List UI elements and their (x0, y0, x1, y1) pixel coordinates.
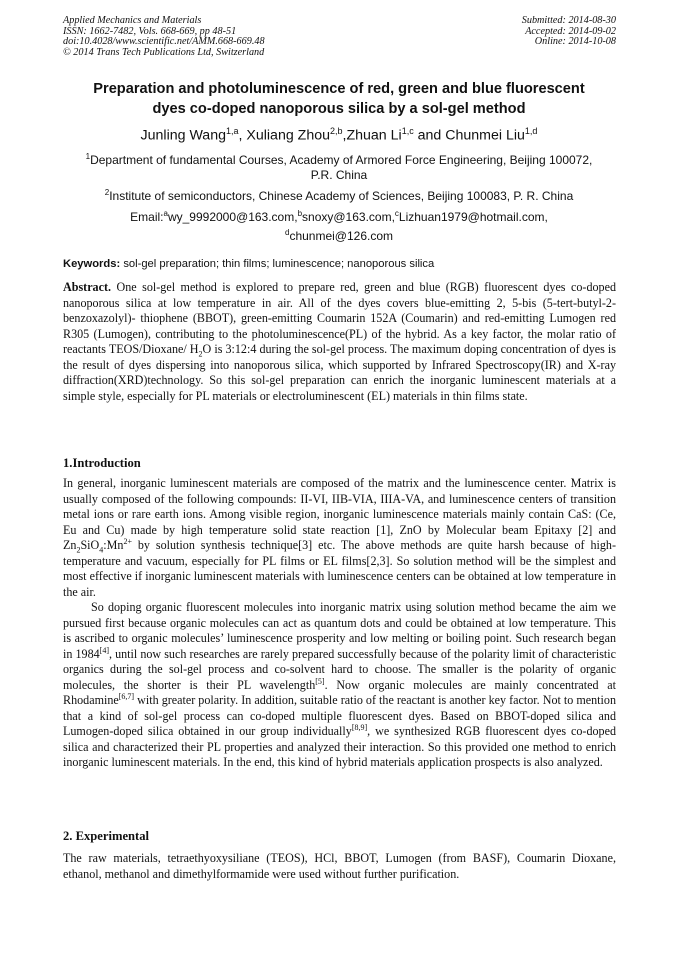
affiliation-2: $^2$Institute of semiconductors, Chinese Academy of Sciences, Beijing 100083, P. R. China (104, 188, 574, 203)
copyright: © 2014 Trans Tech Publications Ltd, Switzerland (63, 46, 265, 58)
email-block: Email:$^a$wy_9992000@163.com,$^b$snoxy@163.com,$^c$Lizhuan1979@hotmail.com, $^d$chunmei@126.com (130, 209, 548, 243)
email-link[interactable]: snoxy@163.com, (302, 210, 395, 224)
author-affiliation-mark: 1,a (225, 126, 239, 136)
email-link[interactable]: wy_9992000@163.com, (167, 210, 298, 224)
journal-name: Applied Mechanics and Materials (63, 15, 202, 26)
email-link[interactable]: chunmei@126.com (289, 229, 394, 243)
author-affiliation-mark: 1,d (524, 126, 538, 136)
abstract: Abstract. One sol-gel method is explored to prepare red, green and blue (RGB) fluorescent dyes co-doped nanoporous silica at low temperature in air. All of the dyes covers blue-emitting 2, 5-bis (5-tert-butyl-2-benzoxazolyl)- thiophene (BBOT), green-emitting Coumarin 152A (Coumarin) and red-emitting Lumogen red R305 (Lumogen), contributing to the photoluminescence(PL) of the hybrid. As a key factor, the molar ratio of reactants TEOS/Dioxane/ $H_2O$ is 3:12:4 during the sol-gel process. The maximum doping concentration of dyes is the result of dyes dispersing into nanoporous silica, which supported by Infrared Spectroscopy(IR) and X-ray diffraction(XRD)technology. So this sol-gel preparation can enrich the inorganic luminescent materials at a simple style, especially for PL materials or electroluminescent (EL) materials in thin films state. (63, 280, 616, 403)
paragraph: In general, inorganic luminescent materials are composed of the matrix and the luminescence center. Matrix is usually composed of the following compounds: II-VI, IIB-VIA, IIIA-VA, and luminescence centers of transition metal ions or rare earth ions. Among visible region, inorganic luminescence materials mainly contain CaS: (Ce, Eu and Cu) made by high temperature solid state reaction [1], ZnO by Molecular beam Epitaxy [2] and $Zn_2SiO_4:Mn^{2+}$ by solution synthesis technique[3] etc. The above methods are quite harsh because of high-temperature and vacuum, especially for PL films or EL films[2,3]. So solution method will be the simplest and most effective if inorganic luminescent materials with luminescence centers can be obtained at low temperature in the air. (63, 476, 616, 599)
section-heading-introduction: 1.Introduction (63, 456, 141, 470)
doi: doi:10.4028/www.scientific.net/AMM.668-669.48 (63, 36, 265, 48)
author-name: Chunmei Liu (445, 127, 525, 144)
submitted-date: Submitted: 2014-08-30 (521, 15, 616, 26)
affiliation-1-line-1: Department of fundamental Courses, Academy of Armored Force Engineering, Beijing 100072, (90, 153, 593, 167)
paragraph: So doping organic fluorescent molecules into inorganic matrix using solution method became the aim we pursued first because organic molecules can act as quantum dots and could be obtained at low temperature. This is ascribed to organic molecules’ luminescence prosperity and low melting or boiling point. Such research began in 1984[4], until now such researches are rarely prepared successfully because of the polarity limit of characteristic organics during the sol-gel process and co-solvent hard to choose. The smaller is the polarity of organic molecules, the shorter is their PL wavelength[5]. Now organic molecules are mainly concentrated at Rhodamine[6,7] with greater polarity. In addition, suitable ratio of the reactant is another key factor. Not to mention that a kind of sol-gel process can co-doped multiple fluorescent dyes. Based on BBOT-doped silica and Lumogen-doped silica obtained in our group individually[8,9], we synthesized RGB fluorescent dyes co-doped silica and characterized their PL properties and analyzed their interaction. So this provided one method to enrich inorganic luminescent materials. In the end, this kind of hybrid materials application prospects is also analyzed. (63, 600, 616, 769)
section-heading-experimental: 2. Experimental (63, 829, 150, 843)
keywords-line (63, 258, 434, 270)
title-line-2: dyes co-doped nanoporous silica by a sol-gel method (152, 101, 526, 117)
author-name: Zhuan Li (346, 127, 402, 144)
experimental-body: The raw materials, tetraethyoxysiliane (TEOS), HCl, BBOT, Lumogen (from BASF), Coumarin Dioxane, ethanol, methanol and dimethylformamide were used without further purification. (63, 851, 616, 881)
citation-link[interactable]: [5] (315, 676, 325, 686)
paper-title (60, 79, 618, 119)
introduction-body (63, 476, 616, 771)
keywords-label: Keywords: (63, 258, 121, 270)
author-name: Junling Wang (140, 127, 226, 144)
citation-link[interactable]: [4] (99, 645, 109, 655)
author-affiliation-mark: 1,c (401, 126, 414, 136)
author-name: Xuliang Zhou (246, 127, 330, 144)
affiliation-1-line-2: P.R. China (310, 168, 368, 182)
accepted-date: Accepted: 2014-09-02 (525, 25, 616, 37)
affiliation-1: $^1$Department of fundamental Courses, Academy of Armored Force Engineering, Beijing 100072, P.R. China (60, 149, 618, 183)
citation-link[interactable]: [8,9] (351, 722, 368, 732)
title-line-1: Preparation and photoluminescence of red, green and blue fluorescent (93, 81, 585, 97)
online-date: Online: 2014-10-08 (534, 36, 616, 48)
dates-info (522, 16, 616, 48)
citation-link[interactable]: [6,7] (118, 691, 135, 701)
abstract-label: Abstract. (63, 280, 112, 294)
author-list: Junling Wang$^{1,a}$, Xuliang Zhou$^{2,b}$,Zhuan Li$^{1,c}$ and Chunmei Liu$^{1,d}$ (140, 126, 538, 144)
author-joiner: and (413, 127, 446, 144)
author-affiliation-mark: 2,b (330, 126, 343, 136)
email-label: Email: (130, 210, 164, 224)
email-link[interactable]: Lizhuan1979@hotmail.com, (398, 210, 548, 224)
keywords-text: sol-gel preparation; thin films; luminescence; nanoporous silica (123, 258, 435, 270)
issn: ISSN: 1662-7482, Vols. 668-669, pp 48-51 (63, 25, 237, 37)
affiliation-2-text: Institute of semiconductors, Chinese Academy of Sciences, Beijing 100083, P. R. China (109, 189, 574, 203)
journal-info (63, 16, 265, 58)
